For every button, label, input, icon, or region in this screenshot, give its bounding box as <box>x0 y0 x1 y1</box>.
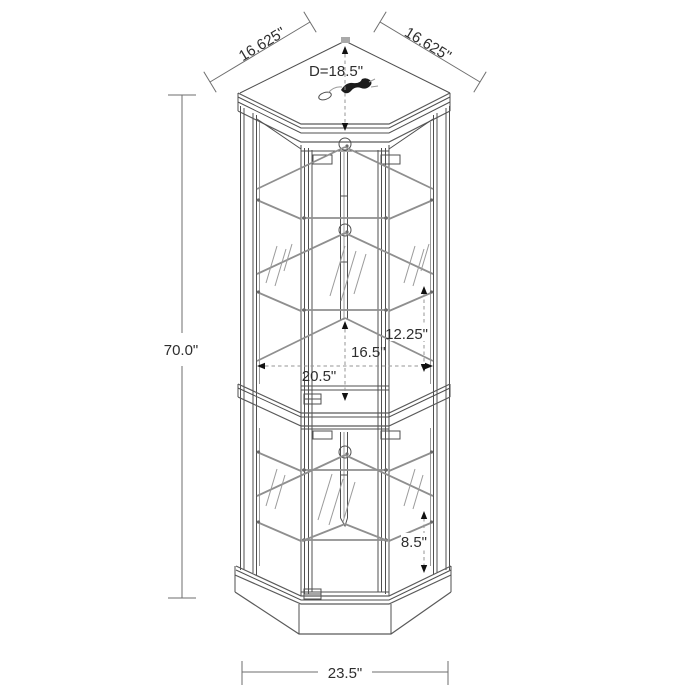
lower-section-interior <box>257 429 433 599</box>
door-catch <box>313 431 332 439</box>
dim-interior-height <box>342 321 386 401</box>
dim-label-interior-width: 20.5" <box>301 368 337 385</box>
dim-top-depth <box>309 46 363 131</box>
upper-section-interior <box>257 138 433 390</box>
dim-base-width <box>242 661 448 685</box>
dim-label-top-left-width: 16.625" <box>235 23 289 65</box>
dim-label-interior-height: 16.5" <box>351 344 386 361</box>
dim-overall-height <box>164 95 199 598</box>
power-cord-icon <box>318 78 378 101</box>
door-catch <box>381 155 400 164</box>
dim-label-overall-height: 70.0" <box>163 342 199 359</box>
door-catch <box>313 155 332 164</box>
dim-top-left-width <box>204 12 316 93</box>
door-catch <box>381 431 400 439</box>
top-corner-block <box>341 37 350 43</box>
dim-label-base-width: 23.5" <box>327 665 363 682</box>
dim-label-top-depth: D=18.5" <box>308 63 364 80</box>
dim-upper-shelf-spacing <box>385 286 428 372</box>
base-plinth <box>235 566 451 634</box>
dim-label-lower-shelf-spacing: 8.5" <box>400 534 427 551</box>
crown-molding <box>238 93 450 142</box>
dim-label-upper-shelf-spacing: 12.25" <box>385 326 428 343</box>
dim-top-right-width <box>374 12 486 93</box>
dim-label-top-right-width: 16.625" <box>401 23 455 65</box>
dim-lower-shelf-spacing <box>401 511 428 573</box>
